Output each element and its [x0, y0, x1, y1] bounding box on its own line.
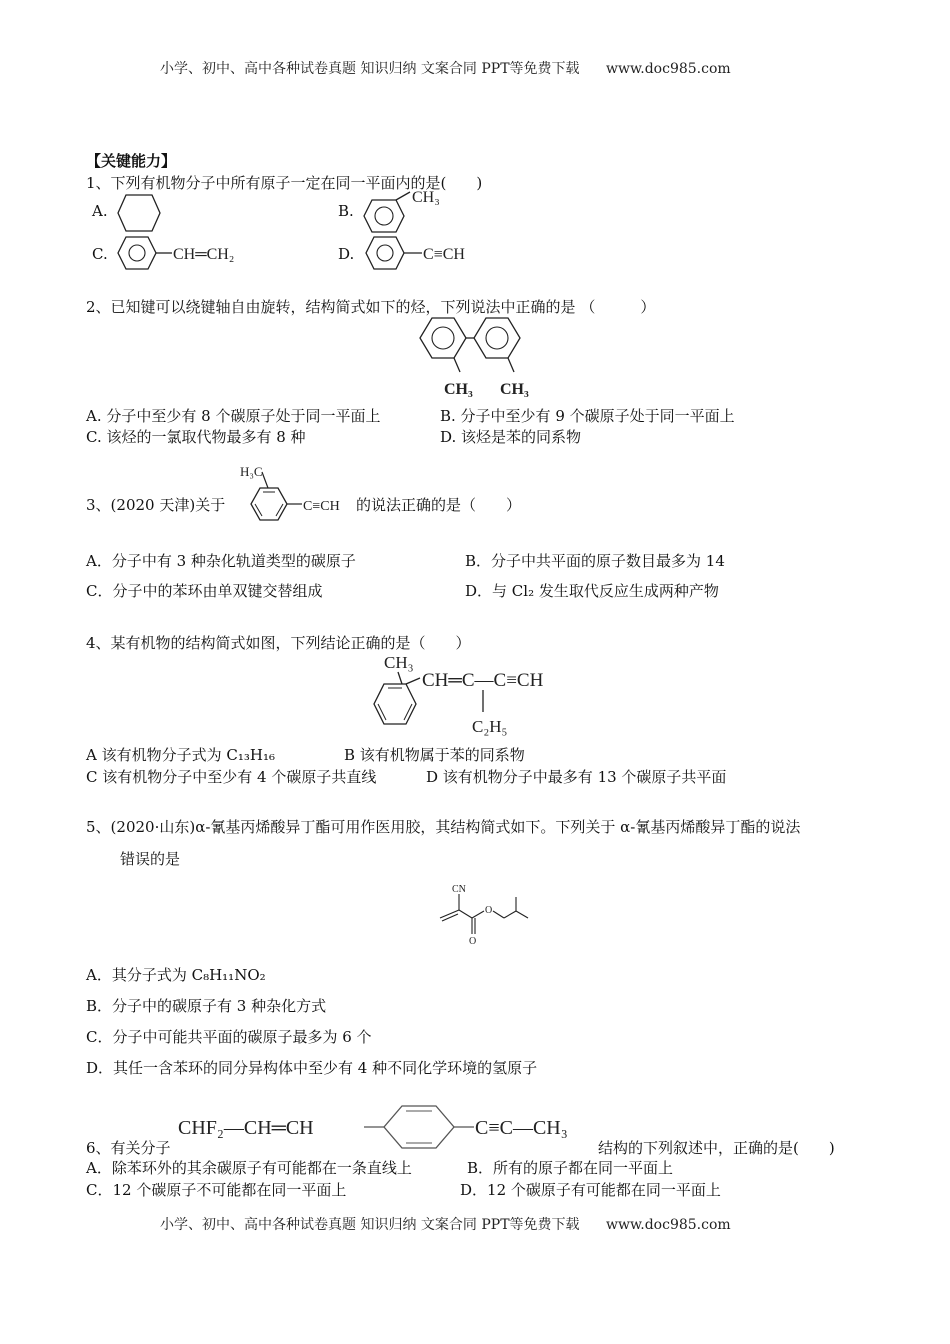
q3-stem-after: 的说法正确的是（ ）: [356, 496, 522, 514]
q3-option-b: B．分子中共平面的原子数目最多为 14: [465, 552, 725, 570]
q5-stem-line2: 错误的是: [120, 850, 181, 868]
q2-option-a: A. 分子中至少有 8 个碳原子处于同一平面上: [86, 407, 381, 425]
q1-label-c: C.: [92, 245, 108, 263]
q6-option-b: B．所有的原子都在同一平面上: [467, 1159, 674, 1177]
q5-option-c: C．分子中可能共平面的碳原子最多为 6 个: [86, 1028, 372, 1046]
q5-option-d: D．其任一含苯环的同分异构体中至少有 4 种不同化学环境的氢原子: [86, 1059, 538, 1077]
q5-o-carbonyl: O: [469, 936, 477, 947]
q5-option-b: B．分子中的碳原子有 3 种杂化方式: [86, 997, 327, 1015]
footer-text: 小学、初中、高中各种试卷真题 知识归纳 文案合同 PPT等免费下载: [160, 1217, 580, 1233]
q1-label-d: D.: [338, 245, 355, 263]
q5-structure: [432, 880, 552, 950]
q6-stem-after: 结构的下列叙述中，正确的是( ): [598, 1139, 835, 1157]
q2-ch3-left: CH₃: [444, 381, 473, 398]
q4-c2h5: C₂H₅: [472, 717, 508, 736]
footer-url: www.doc985.com: [605, 1217, 731, 1233]
q1-b-ch3: CH₃: [412, 189, 440, 206]
q3-structure: [240, 462, 360, 534]
q1-label-a: A.: [92, 202, 108, 220]
q2-option-d: D. 该烃是苯的同系物: [440, 428, 582, 446]
q1-d-ethynyl: C≡CH: [423, 246, 465, 263]
q3-h3c: H₃C: [240, 464, 263, 479]
q3-option-c: C．分子中的苯环由单双键交替组成: [86, 582, 323, 600]
q2-stem: 2、已知键可以绕键轴自由旋转，结构简式如下的烃，下列说法中正确的是 （ ）: [86, 298, 656, 316]
q6-option-c: C．12 个碳原子不可能都在同一平面上: [86, 1181, 347, 1199]
section-title: 【关键能力】: [86, 152, 177, 170]
q4-option-a: A 该有机物分子式为 C₁₃H₁₆: [86, 746, 275, 764]
q1-structure-b: [360, 186, 480, 238]
q5-cn: CN: [452, 884, 466, 895]
q4-option-d: D 该有机物分子中最多有 13 个碳原子共平面: [426, 768, 727, 786]
q5-stem-line1: 5、(2020·山东)α-氰基丙烯酸异丁酯可用作医用胶，其结构简式如下。下列关于 α-氰基丙烯酸异丁酯的说法: [86, 818, 801, 836]
q4-chain: CH═C—C≡CH: [422, 670, 544, 691]
header-url: www.doc985.com: [605, 61, 731, 77]
q1-label-b: B.: [338, 202, 354, 220]
q4-ch3: CH₃: [384, 653, 414, 672]
q3-stem-before: 3、(2020 天津)关于: [86, 496, 226, 514]
q4-option-b: B 该有机物属于苯的同系物: [344, 746, 525, 764]
q2-ch3-right: CH₃: [500, 381, 529, 398]
q2-structure: [410, 314, 550, 404]
header-text: 小学、初中、高中各种试卷真题 知识归纳 文案合同 PPT等免费下载: [160, 61, 580, 77]
q6-structure: [178, 1100, 598, 1152]
q6-option-a: A．除苯环外的其余碳原子有可能都在一条直线上: [86, 1159, 412, 1177]
page-footer: [160, 1214, 731, 1234]
q1-stem: 1、下列有机物分子中所有原子一定在同一平面内的是( ): [86, 174, 483, 192]
q2-option-c: C. 该烃的一氯取代物最多有 8 种: [86, 428, 306, 446]
q3-option-a: A．分子中有 3 种杂化轨道类型的碳原子: [86, 552, 356, 570]
q2-option-b: B. 分子中至少有 9 个碳原子处于同一平面上: [440, 407, 735, 425]
q4-stem: 4、某有机物的结构简式如图，下列结论正确的是（ ）: [86, 634, 471, 652]
q3-option-d: D．与 Cl₂ 发生取代反应生成两种产物: [465, 582, 719, 600]
q5-o-ester: O: [485, 905, 493, 916]
q1-structure-c: [116, 234, 266, 272]
q1-structure-d: [364, 234, 504, 272]
q5-option-a: A．其分子式为 C₈H₁₁NO₂: [86, 966, 266, 984]
q4-option-c: C 该有机物分子中至少有 4 个碳原子共直线: [86, 768, 377, 786]
q6-left-chain: CHF₂—CH═CH: [178, 1117, 314, 1139]
q4-structure: [362, 650, 592, 740]
q6-stem-before: 6、有关分子: [86, 1139, 171, 1157]
q1-structure-a: [116, 192, 162, 234]
q6-option-d: D．12 个碳原子有可能都在同一平面上: [460, 1181, 721, 1199]
q3-alkyne: C≡CH: [303, 499, 340, 514]
page-header: [160, 58, 731, 78]
q6-right-chain: C≡C—CH₃: [475, 1117, 568, 1139]
q1-c-vinyl: CH═CH₂: [173, 246, 235, 263]
